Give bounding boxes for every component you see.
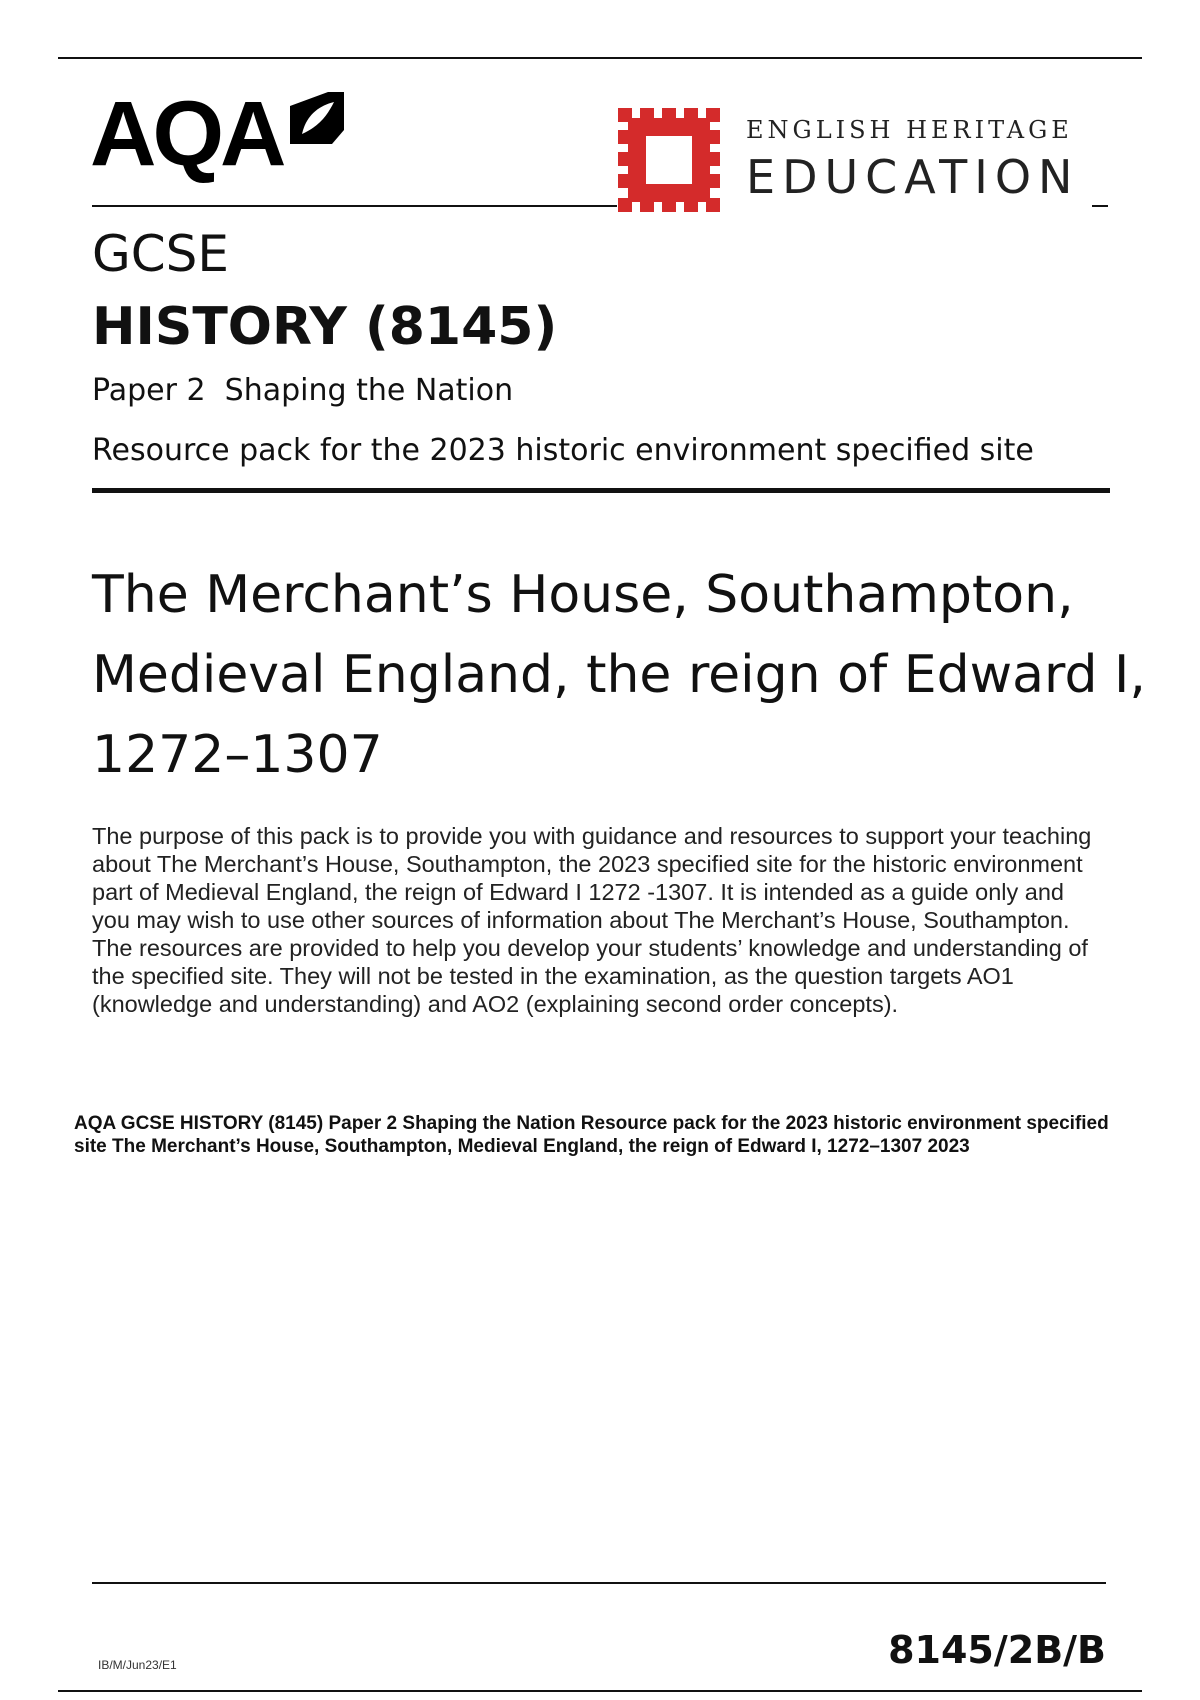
logo-underline-right bbox=[1092, 205, 1108, 207]
english-heritage-castle-icon bbox=[618, 108, 722, 212]
logo-underline-left bbox=[92, 205, 617, 207]
qualification-label: GCSE bbox=[92, 225, 229, 283]
top-rule bbox=[58, 57, 1142, 59]
aqa-logo-text: AQA bbox=[90, 83, 283, 185]
footer-rule bbox=[92, 1582, 1106, 1584]
title-line: The Merchant’s House, Southampton, bbox=[92, 565, 1074, 625]
english-heritage-logo bbox=[618, 108, 1079, 212]
paper-label: Paper 2 Shaping the Nation bbox=[92, 373, 514, 408]
page-title bbox=[92, 555, 1146, 795]
paper-code: 8145/2B/B bbox=[888, 1628, 1106, 1672]
subject-title: HISTORY (8145) bbox=[92, 297, 558, 357]
english-heritage-label: ENGLISH HERITAGE bbox=[746, 116, 1073, 144]
document-reference-code: IB/M/Jun23/E1 bbox=[98, 1658, 177, 1672]
document-summary: AQA GCSE HISTORY (8145) Paper 2 Shaping the Nation Resource pack for the 2023 historic environment specified site The Merchant’s House, Southampton, Medieval England, the reign of Edward I, 1272–1307 2023 bbox=[74, 1113, 1109, 1157]
resource-label: Resource pack for the 2023 historic environment specified site bbox=[92, 433, 1034, 468]
title-line: Medieval England, the reign of Edward I, bbox=[92, 645, 1146, 705]
bottom-rule bbox=[58, 1690, 1142, 1692]
education-label: EDUCATION bbox=[746, 150, 1080, 204]
header-rule bbox=[92, 488, 1110, 493]
title-line: 1272–1307 bbox=[92, 725, 383, 785]
purpose-paragraph: The purpose of this pack is to provide you with guidance and resources to support your teaching about The Merchant’s House, Southampton, the 2023 specified site for the historic environment part of Medieval England, the reign of Edward I 1272 -1307. It is intended as a guide only and you may wish to use other sources of information about The Merchant’s House, Southampton. The resources are provided to help you develop your students’ knowledge and understanding of the specified site. They will not be tested in the examination, as the question targets AO1 (knowledge and understanding) and AO2 (explaining second order concepts). bbox=[92, 823, 1092, 1017]
aqa-logo bbox=[90, 83, 346, 185]
aqa-leaf-icon bbox=[288, 90, 346, 148]
